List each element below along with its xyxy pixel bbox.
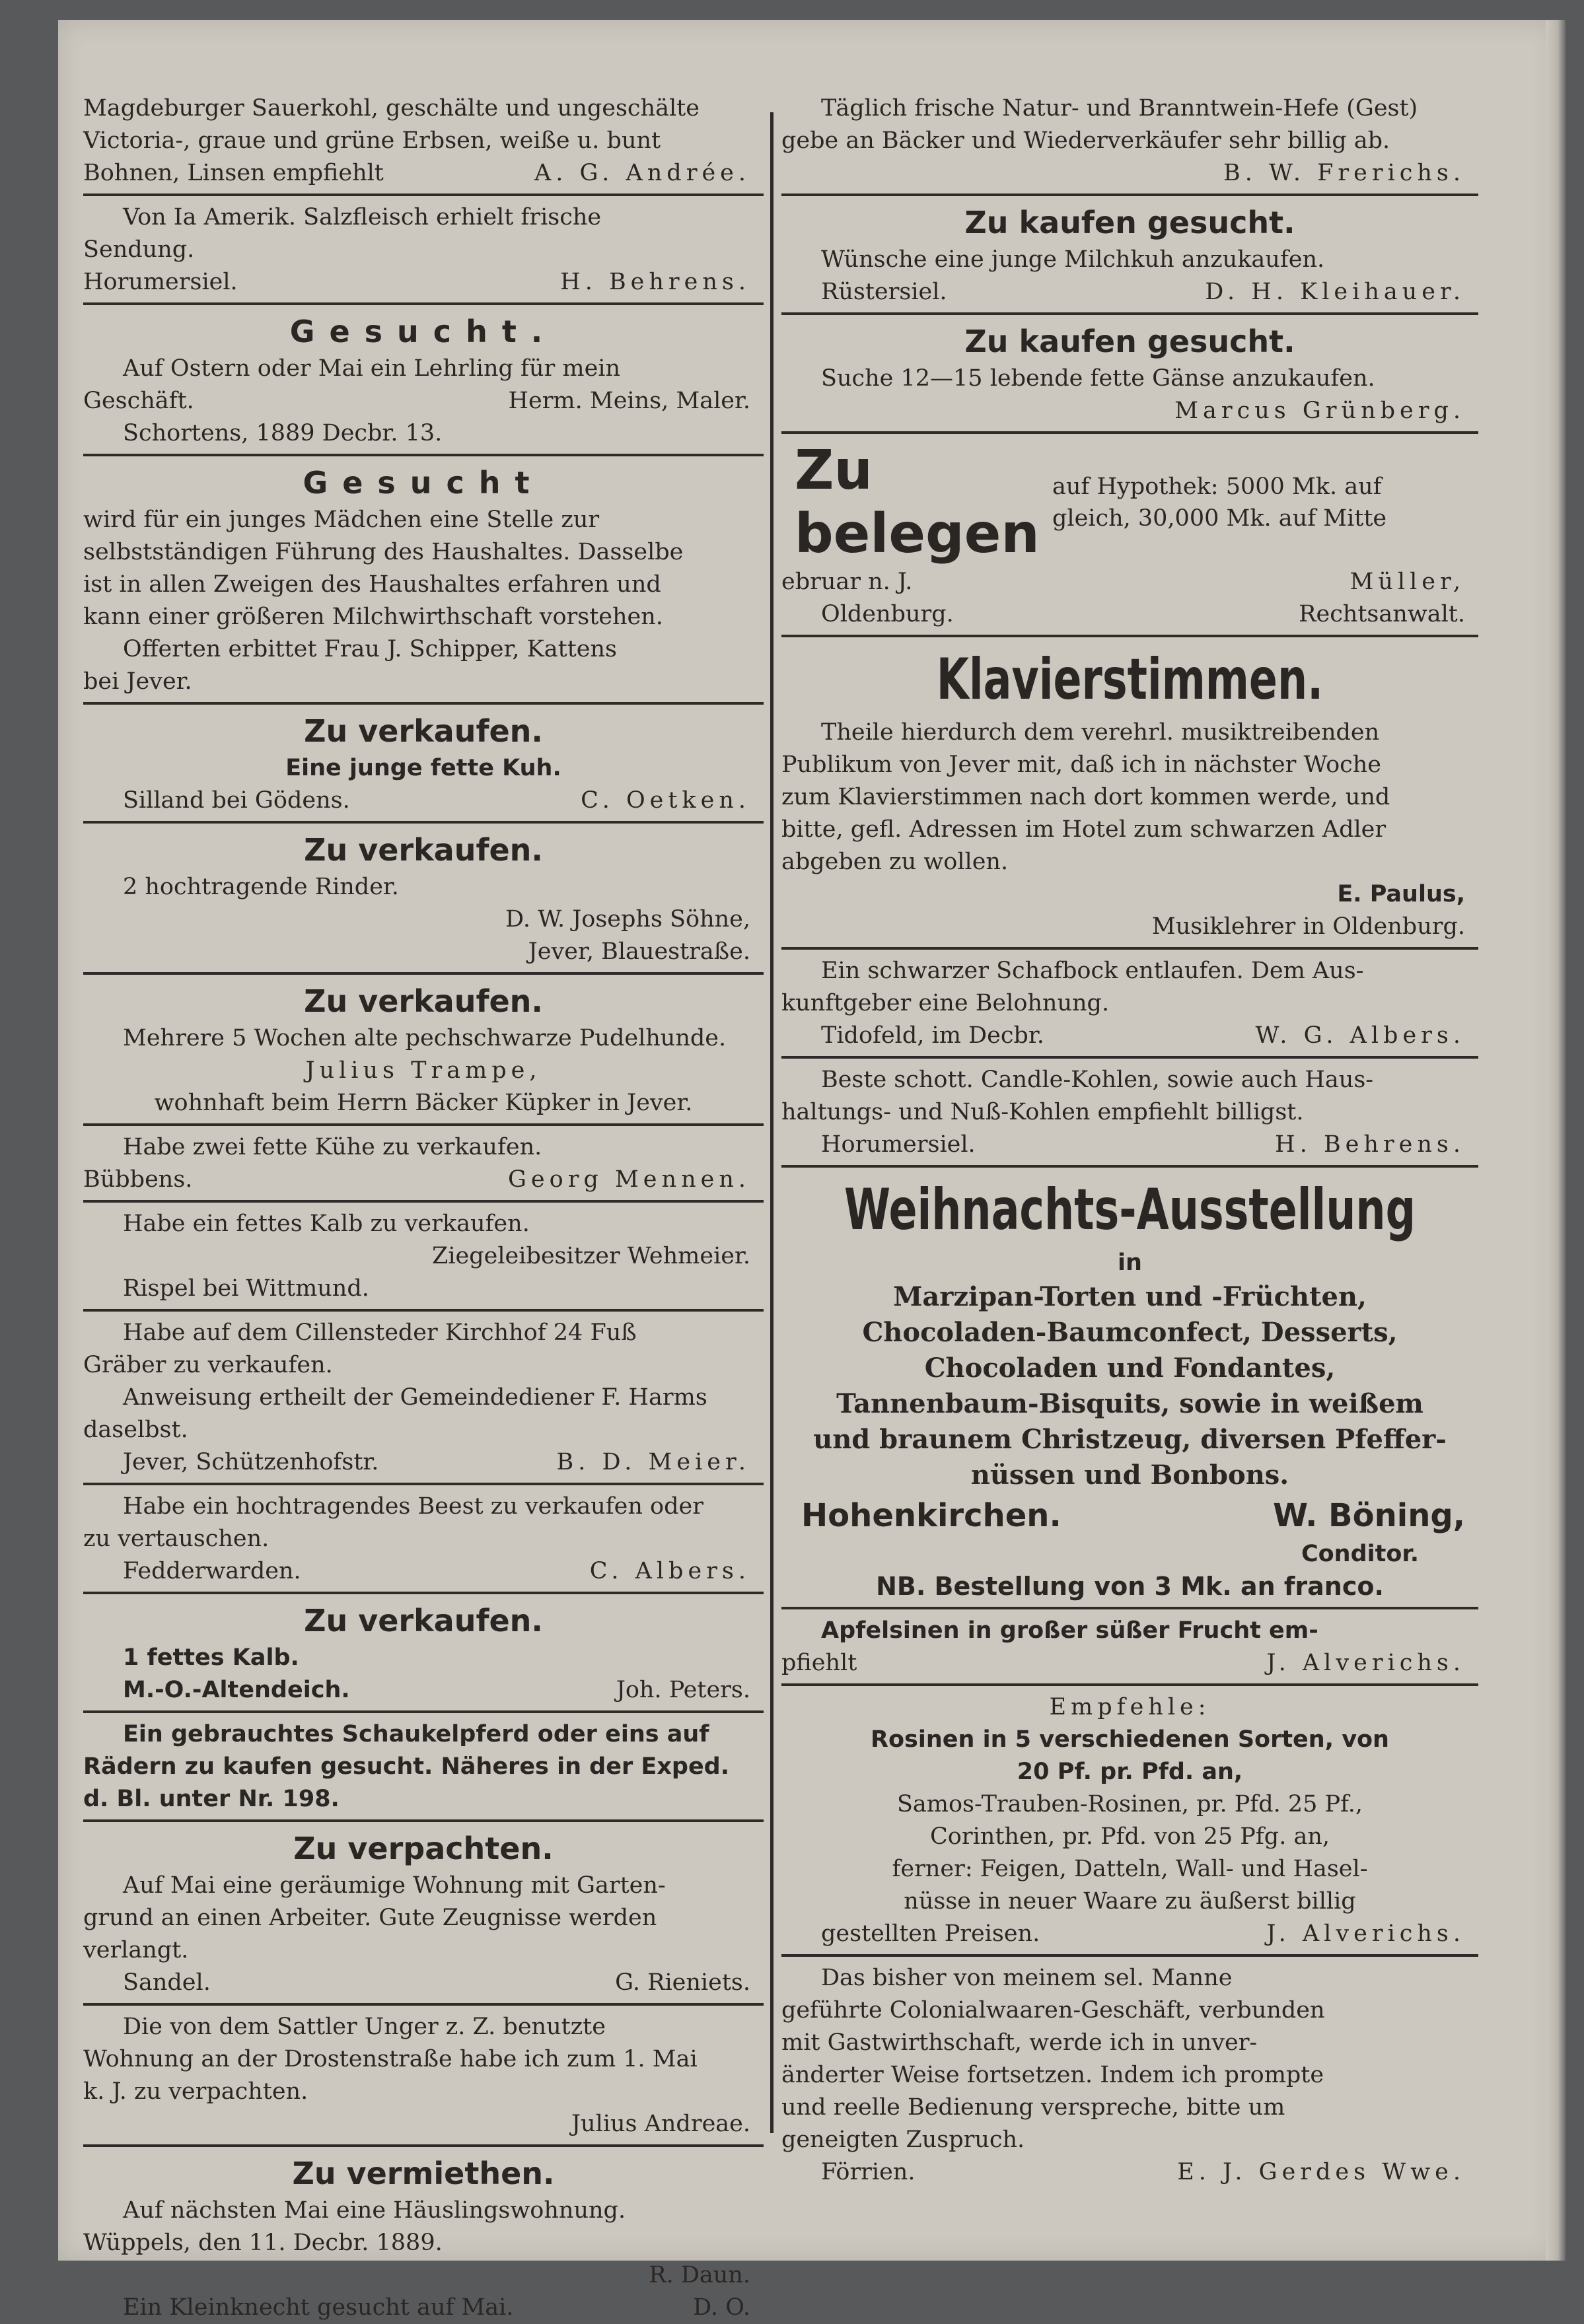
ad-place: Geschäft.: [83, 388, 194, 414]
ad-verkaufen-kuh: [83, 710, 764, 817]
ad-empfehle: [781, 1691, 1478, 1950]
ad-signer: C. Oetken.: [581, 787, 750, 814]
ad-text-line: änderter Weise fortsetzen. Indem ich prompte: [781, 2062, 1324, 2088]
ad-footer: [781, 566, 1478, 598]
ad-signer: Ziegeleibesitzer Wehmeier.: [432, 1243, 750, 1269]
divider: [781, 1954, 1478, 1957]
ad-signer: J. Alverichs.: [1266, 1650, 1465, 1676]
ad-text-line: Sendung.: [83, 236, 195, 263]
divider: [83, 1200, 764, 1203]
ad-verkaufen-pudel: [83, 980, 764, 1119]
ad-signer-title: Rechtsanwalt.: [1299, 601, 1465, 627]
divider: [83, 1123, 764, 1126]
newspaper-page: [58, 20, 1556, 2321]
ad-footer: [83, 1555, 764, 1588]
ad-text-line: Habe auf dem Cillensteder Kirchhof 24 Fuß: [123, 1320, 637, 1346]
ad-place: Horumersiel.: [821, 1131, 976, 1158]
ad-gesucht-stelle: [83, 462, 764, 698]
ad-sauerkohl: [83, 92, 764, 190]
ad-signer: Julius Andreae.: [571, 2111, 750, 2137]
ad-heading: Klavierstimmen.: [936, 647, 1324, 713]
ad-signer: D. W. Josephs Söhne,: [505, 906, 750, 933]
ad-heading: Zu verkaufen.: [304, 832, 543, 868]
divider: [781, 1056, 1478, 1059]
ad-heading: Zu kaufen gesucht.: [964, 205, 1295, 240]
column-separator: [770, 112, 774, 2133]
ad-verkaufen-rinder: [83, 829, 764, 968]
ad-heading: Zu verkaufen.: [304, 1603, 543, 1638]
ad-text-line: Ein schwarzer Schafbock entlaufen. Dem Aus-: [821, 958, 1364, 984]
ad-place: Hohenkirchen.: [801, 1497, 1062, 1534]
ad-apfelsinen: [781, 1615, 1478, 1679]
divider: [781, 1165, 1478, 1168]
ad-colonialwaaren: [781, 1962, 1478, 2189]
ad-text-line: verlangt.: [83, 1937, 189, 1963]
ad-text-line: kann einer größeren Milchwirthschaft vorstehen.: [83, 604, 663, 630]
ad-text-line: gebe an Bäcker und Wiederverkäufer sehr billig ab.: [781, 127, 1390, 154]
ad-text-line: bitte, gefl. Adressen im Hotel zum schwarzen Adler: [781, 816, 1386, 843]
ad-footer: [83, 1446, 764, 1479]
ad-place: Silland bei Gödens.: [123, 787, 350, 814]
ad-fettes-kalb: [83, 1208, 764, 1305]
ad-footer: [83, 266, 764, 299]
ad-heading: Zu verkaufen.: [304, 983, 543, 1019]
ad-text-line: 2 hochtragende Rinder.: [123, 874, 399, 900]
ad-text-line: wird für ein junges Mädchen eine Stelle zur: [83, 507, 600, 533]
ad-text-line: Die von dem Sattler Unger z. Z. benutzte: [123, 2014, 606, 2040]
ad-product-line: Marzipan-Torten und -Früchten,: [893, 1281, 1367, 1312]
ad-klavierstimmen: [781, 643, 1478, 943]
page-edge: [1546, 20, 1566, 2261]
ad-date: Schortens, 1889 Decbr. 13.: [123, 420, 443, 446]
ad-signer: W. G. Albers.: [1255, 1022, 1465, 1049]
ad-salzfleisch: [83, 201, 764, 299]
ad-place: Tidofeld, im Decbr.: [821, 1022, 1044, 1049]
divider: [781, 635, 1478, 637]
ad-text-line: Gräber zu verkaufen.: [83, 1352, 333, 1378]
ad-kaufen-milchkuh: [781, 201, 1478, 308]
ad-text-line: nüsse in neuer Waare zu äußerst billig: [904, 1888, 1356, 1915]
ad-text-line: Anweisung ertheilt der Gemeindediener F. Harms: [123, 1384, 707, 1411]
divider: [781, 947, 1478, 950]
ad-belegen-side: [1052, 471, 1478, 534]
divider: [83, 821, 764, 824]
ad-footer: [781, 276, 1478, 308]
ad-text-line: Mehrere 5 Wochen alte pechschwarze Pudelhunde.: [123, 1025, 727, 1051]
ad-text-line: pfiehlt: [781, 1650, 857, 1676]
ad-text-line: Habe zwei fette Kühe zu verkaufen.: [123, 1134, 542, 1160]
ad-text-line: Offerten erbittet Frau J. Schipper, Kattens: [123, 636, 617, 662]
ad-signer: D. H. Kleihauer.: [1205, 279, 1465, 305]
divider: [781, 312, 1478, 315]
ad-text-line: Samos-Trauben-Rosinen, pr. Pfd. 25 Pf.,: [896, 1791, 1363, 1817]
ad-signer: Julius Trampe,: [305, 1057, 542, 1084]
ad-heading: Zu vermiethen.: [292, 2156, 555, 2191]
ad-schaukelpferd: [83, 1718, 764, 1815]
ad-footer: [781, 1493, 1478, 1538]
ad-text-line: Magdeburger Sauerkohl, geschälte und ungeschälte: [83, 95, 700, 122]
left-column: [83, 92, 764, 2324]
ad-text-line: Ein gebrauchtes Schaukelpferd oder eins auf: [123, 1721, 709, 1747]
ad-place: M.-O.-Altendeich.: [123, 1677, 350, 1703]
ad-text-line: zum Klavierstimmen nach dort kommen werde, und: [781, 784, 1390, 810]
ad-text-line: Suche 12—15 lebende fette Gänse anzukaufen.: [821, 365, 1375, 392]
ad-text-line: ist in allen Zweigen des Haushaltes erfahren und: [83, 571, 661, 598]
ad-signer: E. J. Gerdes Wwe.: [1177, 2159, 1465, 2185]
ad-text-line: Corinthen, pr. Pfd. von 25 Pfg. an,: [930, 1823, 1330, 1850]
ad-text-line: Habe ein fettes Kalb zu verkaufen.: [123, 1211, 530, 1237]
ad-text-line: bei Jever.: [83, 668, 192, 695]
ad-text-line: ferner: Feigen, Datteln, Wall- und Hasel-: [892, 1856, 1368, 1882]
ad-place: Bübbens.: [83, 1166, 193, 1193]
ad-place: Förrien.: [821, 2159, 916, 2185]
divider: [83, 702, 764, 705]
ad-heading: Zu verpachten.: [293, 1831, 554, 1866]
ad-note: NB. Bestellung von 3 Mk. an franco.: [876, 1572, 1384, 1601]
ad-text-line: gleich, 30,000 Mk. auf Mitte: [1052, 505, 1387, 532]
ad-kaufen-gaense: [781, 320, 1478, 427]
ad-footer: [781, 1129, 1478, 1161]
ad-text-line: abgeben zu wollen.: [781, 849, 1009, 875]
ad-footer: [781, 598, 1478, 631]
ad-text-line: 1 fettes Kalb.: [123, 1644, 299, 1671]
ad-footer: [83, 785, 764, 817]
ad-text-line: haltungs- und Nuß-Kohlen empfiehlt billigst.: [781, 1099, 1304, 1125]
ad-place: Jever, Schützenhofstr.: [123, 1449, 379, 1475]
ad-verpachten-wohnung: [83, 1827, 764, 1999]
ad-text-line: auf Hypothek: 5000 Mk. auf: [1052, 474, 1382, 500]
ad-text-line: Ein Kleinknecht gesucht auf Mai.: [123, 2294, 514, 2321]
divider: [781, 1607, 1478, 1609]
ad-text-line: gestellten Preisen.: [821, 1920, 1040, 1947]
ad-heading: Zu belegen: [795, 439, 1040, 565]
ad-signer: A. G. Andrée.: [534, 160, 750, 186]
ad-text-line: grund an einen Arbeiter. Gute Zeugnisse werden: [83, 1905, 657, 1931]
ad-product-line: Chocoladen und Fondantes,: [924, 1353, 1336, 1384]
ad-footer: [83, 2292, 764, 2324]
ad-text-line: in: [1118, 1250, 1142, 1276]
ad-signer: B. W. Frerichs.: [1223, 160, 1465, 186]
ad-footer: [83, 1164, 764, 1196]
ad-text-line: zu vertauschen.: [83, 1526, 270, 1552]
ad-place: Oldenburg.: [821, 601, 954, 627]
ad-text-line: wohnhaft beim Herrn Bäcker Küpker in Jever.: [154, 1090, 693, 1116]
ad-heading: Zu kaufen gesucht.: [964, 324, 1295, 359]
ad-signer: Marcus Grünberg.: [1174, 398, 1465, 424]
ad-text-line: Täglich frische Natur- und Branntwein-Hefe (Gest): [821, 95, 1418, 122]
ad-text-line: Publikum von Jever mit, daß ich in nächster Woche: [781, 752, 1382, 778]
ad-date: Wüppels, den 11. Decbr. 1889.: [83, 2230, 443, 2256]
ad-heading: Gesucht.: [289, 314, 558, 349]
ad-weihnachts-ausstellung: [781, 1173, 1478, 1603]
ad-verkaufen-kalb: [83, 1600, 764, 1707]
ad-footer: [781, 1918, 1478, 1950]
right-column: [781, 92, 1478, 2189]
ad-place: Rüstersiel.: [821, 279, 947, 305]
ad-kleinknecht: [83, 2292, 764, 2324]
ad-text-line: Eine junge fette Kuh.: [285, 755, 561, 781]
ad-text-line: Auf Mai eine geräumige Wohnung mit Garten-: [123, 1872, 666, 1899]
ad-text-line: Wünsche eine junge Milchkuh anzukaufen.: [821, 246, 1325, 273]
divider: [83, 1309, 764, 1312]
ad-text-line: Habe ein hochtragendes Beest zu verkaufen oder: [123, 1493, 703, 1520]
ad-signer: Herm. Meins, Maler.: [508, 388, 750, 414]
divider: [781, 194, 1478, 196]
ad-zu-belegen: [781, 439, 1478, 631]
divider: [781, 431, 1478, 434]
ad-text-line: und reelle Bedienung verspreche, bitte um: [781, 2094, 1285, 2121]
ad-product-line: und braunem Christzeug, diversen Pfeffer-: [813, 1424, 1447, 1455]
divider: [83, 1710, 764, 1713]
ad-signer: Georg Mennen.: [507, 1166, 750, 1193]
ad-graeber: [83, 1317, 764, 1479]
ad-text-line: Beste schott. Candle-Kohlen, sowie auch Haus-: [821, 1067, 1374, 1093]
ad-signer: B. D. Meier.: [556, 1449, 750, 1475]
ad-footer: [781, 2156, 1478, 2189]
ad-text-line: mit Gastwirthschaft, werde ich in unver-: [781, 2029, 1258, 2056]
ad-signer: H. Behrens.: [1275, 1131, 1465, 1158]
ad-text-line: kunftgeber eine Belohnung.: [781, 990, 1110, 1016]
ad-belegen-block: [781, 439, 1478, 566]
ad-signer: G. Rieniets.: [615, 1969, 750, 1996]
ad-signer-title: Conditor.: [1301, 1541, 1419, 1567]
divider: [83, 2144, 764, 2147]
ad-gesucht-lehrling: [83, 310, 764, 450]
divider: [83, 1819, 764, 1822]
ad-footer: [781, 1020, 1478, 1052]
ad-text-line: Theile hierdurch dem verehrl. musiktreibenden: [821, 719, 1380, 746]
ad-text-line: selbstständigen Führung des Haushaltes. Dasselbe: [83, 539, 684, 565]
ad-footer: [83, 385, 764, 417]
ad-signer: Joh. Peters.: [616, 1677, 750, 1703]
ad-footer: [83, 1967, 764, 1999]
divider: [83, 1483, 764, 1485]
ad-heading: Weihnachts-Ausstellung: [844, 1177, 1416, 1243]
ad-signer: C. Albers.: [589, 1558, 750, 1584]
ad-text-line: geneigten Zuspruch.: [781, 2127, 1025, 2153]
ad-footer: [83, 1674, 764, 1707]
ad-footer: [781, 1647, 1478, 1679]
ad-place: Sandel.: [123, 1969, 211, 1996]
ad-place: Fedderwarden.: [123, 1558, 301, 1584]
ad-text-line: Rosinen in 5 verschiedenen Sorten, von: [871, 1726, 1389, 1753]
ad-heading: Zu verkaufen.: [304, 713, 543, 749]
ad-vermiethen: [83, 2152, 764, 2292]
ad-text-line: Rädern zu kaufen gesucht. Näheres in der Exped.: [83, 1753, 730, 1780]
divider: [781, 1683, 1478, 1686]
ad-signer: W. Böning,: [1273, 1497, 1465, 1534]
ad-heading: Gesucht: [303, 465, 544, 501]
ad-product-line: nüssen und Bonbons.: [970, 1460, 1289, 1491]
ad-product-line: Tannenbaum-Bisquits, sowie in weißem: [836, 1388, 1423, 1419]
ad-text-line: Apfelsinen in großer süßer Frucht em-: [821, 1617, 1318, 1644]
ad-text-line: Auf Ostern oder Mai ein Lehrling für mein: [123, 355, 621, 382]
ad-product-line: Chocoladen-Baumconfect, Desserts,: [862, 1317, 1398, 1348]
ad-text-line: 20 Pf. pr. Pfd. an,: [1017, 1759, 1243, 1785]
ad-place: Rispel bei Wittmund.: [123, 1275, 369, 1302]
ad-beest: [83, 1491, 764, 1588]
ad-signer: E. Paulus,: [1337, 881, 1465, 907]
ad-hefe: [781, 92, 1478, 190]
ad-fette-kuehe: [83, 1131, 764, 1196]
ad-text-line: Von Ia Amerik. Salzfleisch erhielt frische: [123, 204, 602, 230]
ad-text-line: Bohnen, Linsen empfiehlt: [83, 160, 384, 186]
ad-signer-address: Jever, Blauestraße.: [528, 938, 750, 965]
ad-signer-title: Musiklehrer in Oldenburg.: [1151, 913, 1465, 940]
ad-signer: R. Daun.: [649, 2262, 750, 2288]
divider: [83, 302, 764, 305]
divider: [83, 454, 764, 456]
ad-drostenstrasse: [83, 2011, 764, 2140]
ad-text-line: Das bisher von meinem sel. Manne: [821, 1965, 1233, 1991]
ad-signer: H. Behrens.: [560, 269, 750, 295]
ad-footer: [83, 157, 764, 190]
ad-text-line: ebruar n. J.: [781, 569, 913, 595]
ad-text-line: daselbst.: [83, 1417, 188, 1443]
ad-signer: Müller,: [1350, 569, 1465, 595]
divider: [83, 194, 764, 196]
ad-text-line: k. J. zu verpachten.: [83, 2078, 308, 2105]
divider: [83, 1592, 764, 1594]
ad-place: Horumersiel.: [83, 269, 238, 295]
ad-text-line: Victoria-, graue und grüne Erbsen, weiße u. bunt: [83, 127, 661, 154]
ad-text-line: geführte Colonialwaaren-Geschäft, verbunden: [781, 1997, 1325, 2024]
ad-signer: D. O.: [693, 2294, 750, 2321]
ad-signer: J. Alverichs.: [1266, 1920, 1465, 1947]
divider: [83, 2003, 764, 2006]
ad-heading: Empfehle:: [1049, 1694, 1211, 1720]
ad-kohlen: [781, 1064, 1478, 1161]
divider: [83, 972, 764, 975]
ad-text-line: d. Bl. unter Nr. 198.: [83, 1786, 340, 1812]
ad-text-line: Auf nächsten Mai eine Häuslingswohnung.: [123, 2197, 626, 2224]
ad-schafbock: [781, 955, 1478, 1052]
ad-text-line: Wohnung an der Drostenstraße habe ich zum 1. Mai: [83, 2046, 698, 2072]
